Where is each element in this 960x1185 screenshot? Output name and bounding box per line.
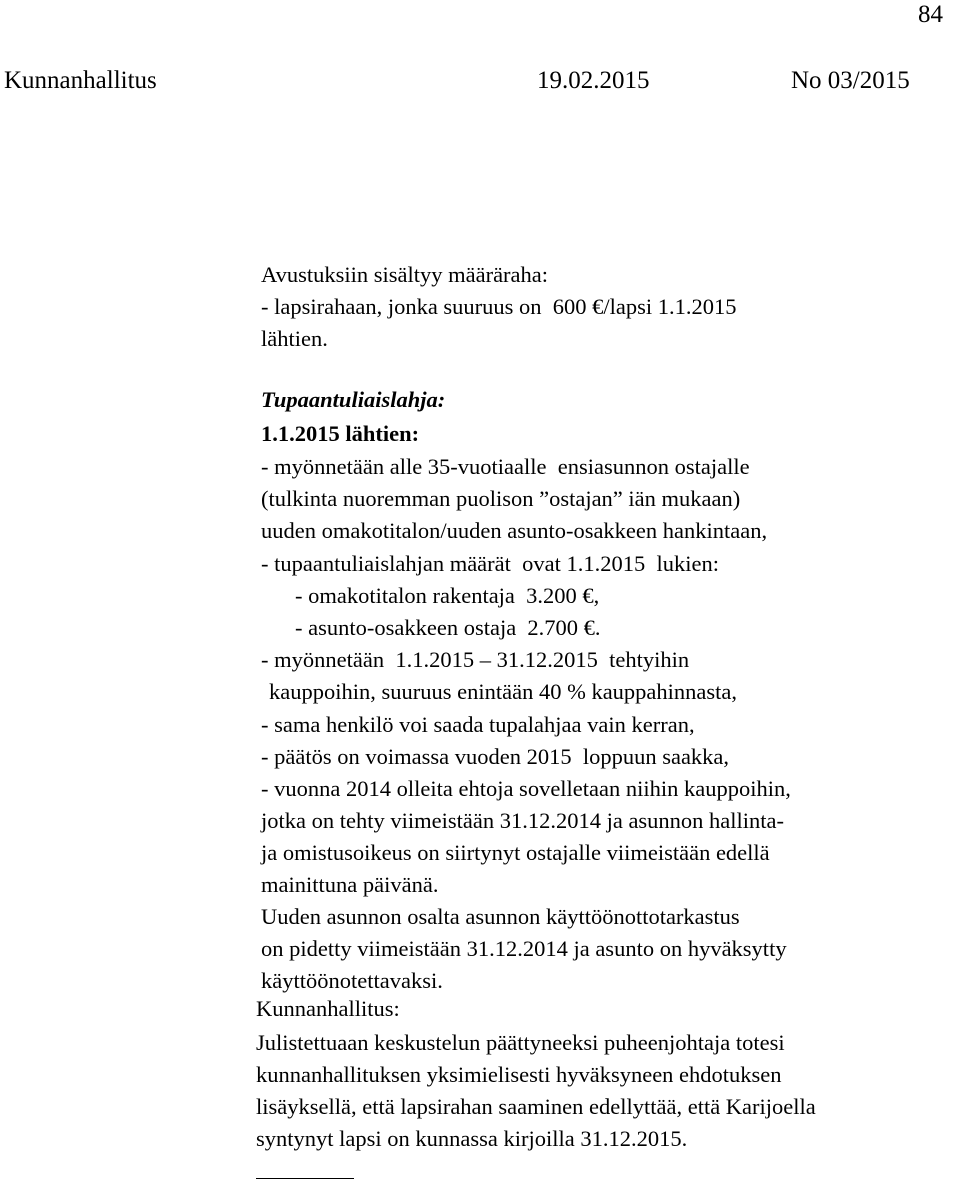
section-subheading: 1.1.2015 lähtien:: [261, 421, 420, 446]
body-line: on pidetty viimeistään 31.12.2014 ja asunto on hyväksytty: [261, 936, 787, 961]
body-line: - lapsirahaan, jonka suuruus on 600 €/lapsi 1.1.2015: [261, 294, 737, 319]
body-line: Julistettuaan keskustelun päättyneeksi puheenjohtaja totesi: [256, 1030, 785, 1055]
body-line: mainittuna päivänä.: [261, 872, 439, 897]
body-line: lähtien.: [261, 326, 328, 351]
body-line: kunnanhallituksen yksimielisesti hyväksyneen ehdotuksen: [256, 1062, 782, 1087]
body-line: Avustuksiin sisältyy määräraha:: [261, 262, 549, 287]
decision-heading: Kunnanhallitus:: [256, 996, 400, 1021]
body-line: - omakotitalon rakentaja 3.200 €,: [295, 583, 600, 608]
body-line: kauppoihin, suuruus enintään 40 % kauppahinnasta,: [269, 679, 738, 704]
body-line: - vuonna 2014 olleita ehtoja sovelletaan niihin kauppoihin,: [261, 776, 791, 801]
header-date: 19.02.2015: [537, 67, 650, 94]
body-line: - myönnetään alle 35-vuotiaalle ensiasunnon ostajalle: [261, 454, 750, 479]
header-number: No 03/2015: [791, 67, 910, 94]
body-line: ja omistusoikeus on siirtynyt ostajalle viimeistään edellä: [261, 840, 770, 865]
body-line: - sama henkilö voi saada tupalahjaa vain kerran,: [261, 712, 695, 737]
body-line: syntynyt lapsi on kunnassa kirjoilla 31.12.2015.: [256, 1126, 688, 1151]
section-heading: Tupaantuliaislahja:: [261, 387, 446, 412]
body-line: lisäyksellä, että lapsirahan saaminen edellyttää, että Karijoella: [256, 1094, 816, 1119]
body-line: uuden omakotitalon/uuden asunto-osakkeen hankintaan,: [261, 518, 768, 543]
body-line: Uuden asunnon osalta asunnon käyttöönottotarkastus: [261, 904, 740, 929]
header-organ: Kunnanhallitus: [4, 67, 157, 94]
body-line: jotka on tehty viimeistään 31.12.2014 ja asunnon hallinta-: [261, 808, 785, 833]
body-line: (tulkinta nuoremman puolison ”ostajan” iän mukaan): [261, 486, 741, 511]
body-line: käyttöönotettavaksi.: [261, 968, 443, 993]
body-line: - päätös on voimassa vuoden 2015 loppuun saakka,: [261, 744, 730, 769]
page-number: 84: [918, 1, 943, 28]
body-line: - tupaantuliaislahjan määrät ovat 1.1.2015 lukien:: [261, 551, 719, 576]
bottom-rule: [256, 1178, 354, 1179]
body-line: - asunto-osakkeen ostaja 2.700 €.: [295, 615, 601, 640]
body-line: - myönnetään 1.1.2015 – 31.12.2015 tehtyihin: [261, 647, 690, 672]
